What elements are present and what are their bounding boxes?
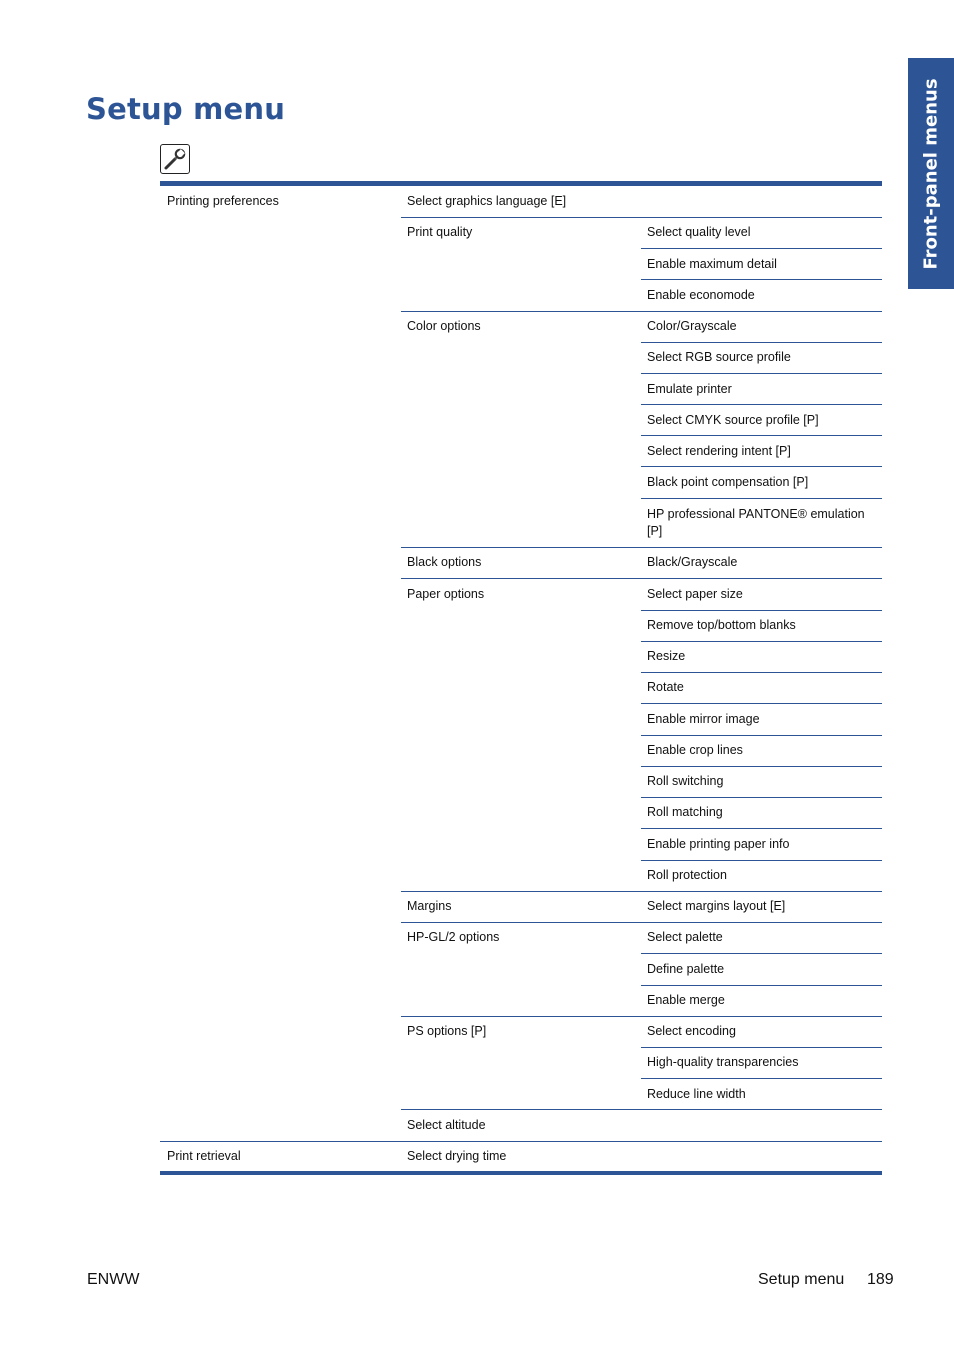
row-divider (641, 610, 882, 611)
row-divider (401, 922, 882, 923)
row-divider (641, 498, 882, 499)
row-divider (641, 279, 882, 280)
menu-item-margins: Margins (407, 899, 452, 913)
row-divider (401, 578, 882, 579)
page-title: Setup menu (86, 92, 286, 126)
row-divider (401, 1109, 882, 1110)
menu-subitem: Roll matching (647, 805, 723, 819)
menu-item-drying-time: Select drying time (407, 1149, 507, 1163)
row-divider (641, 342, 882, 343)
menu-subitem: High-quality transparencies (647, 1055, 799, 1069)
row-divider (641, 828, 882, 829)
menu-subitem: Emulate printer (647, 382, 732, 396)
menu-subitem: Resize (647, 649, 686, 663)
menu-subitem: Enable merge (647, 993, 725, 1007)
row-divider (641, 435, 882, 436)
table-bottom-rule (160, 1171, 882, 1175)
menu-subitem: Color/Grayscale (647, 319, 737, 333)
row-divider (641, 1078, 882, 1079)
row-divider (401, 547, 882, 548)
menu-subitem: Roll switching (647, 774, 724, 788)
menu-subitem: Roll protection (647, 868, 727, 882)
menu-subitem: Enable crop lines (647, 743, 743, 757)
menu-subitem: HP professional PANTONE® emulation [P] (647, 507, 865, 538)
row-divider (641, 373, 882, 374)
menu-item-print-retrieval: Print retrieval (167, 1149, 241, 1163)
page-number: 189 (867, 1271, 894, 1288)
row-divider (641, 703, 882, 704)
footer-section: Setup menu (758, 1271, 845, 1288)
menu-subitem: Select paper size (647, 587, 743, 601)
row-divider (641, 404, 882, 405)
menu-subitem: Select CMYK source profile [P] (647, 413, 819, 427)
row-divider (641, 1047, 882, 1048)
menu-item-paper-options: Paper options (407, 587, 485, 601)
row-divider (641, 672, 882, 673)
menu-item-hpgl2-options: HP-GL/2 options (407, 930, 500, 944)
menu-subitem: Enable printing paper info (647, 837, 790, 851)
menu-subitem: Remove top/bottom blanks (647, 618, 796, 632)
menu-item-select-altitude: Select altitude (407, 1118, 486, 1132)
footer-left: ENWW (87, 1271, 140, 1288)
row-divider (160, 1141, 882, 1142)
row-divider (401, 891, 882, 892)
row-divider (641, 641, 882, 642)
row-divider (641, 953, 882, 954)
menu-subitem: Enable mirror image (647, 712, 760, 726)
menu-item-print-quality: Print quality (407, 225, 473, 239)
menu-subitem: Select margins layout [E] (647, 899, 786, 913)
menu-subitem: Select encoding (647, 1024, 736, 1038)
row-divider (641, 985, 882, 986)
menu-subitem: Enable maximum detail (647, 257, 777, 271)
menu-item-color-options: Color options (407, 319, 481, 333)
section-tab-label: Front-panel menus (920, 77, 942, 270)
row-divider (641, 248, 882, 249)
menu-subitem: Select RGB source profile (647, 350, 791, 364)
row-divider (641, 766, 882, 767)
row-divider (401, 217, 882, 218)
table-top-rule (160, 181, 882, 186)
section-tab (908, 58, 954, 289)
menu-subitem: Rotate (647, 680, 684, 694)
menu-subitem: Black/Grayscale (647, 555, 738, 569)
row-divider (641, 860, 882, 861)
menu-subitem: Select quality level (647, 225, 751, 239)
row-divider (401, 1016, 882, 1017)
menu-subitem: Select palette (647, 930, 723, 944)
menu-subitem: Enable economode (647, 288, 755, 302)
row-divider (641, 797, 882, 798)
row-divider (401, 311, 882, 312)
menu-subitem: Reduce line width (647, 1087, 746, 1101)
menu-item-graphics-language: Select graphics language [E] (407, 194, 567, 208)
menu-item-black-options: Black options (407, 555, 482, 569)
menu-subitem: Select rendering intent [P] (647, 444, 791, 458)
row-divider (641, 735, 882, 736)
menu-item-printing-preferences: Printing preferences (167, 194, 279, 208)
row-divider (641, 466, 882, 467)
menu-subitem: Black point compensation [P] (647, 475, 809, 489)
menu-subitem: Define palette (647, 962, 725, 976)
menu-item-ps-options: PS options [P] (407, 1024, 487, 1038)
wrench-icon (160, 144, 190, 174)
